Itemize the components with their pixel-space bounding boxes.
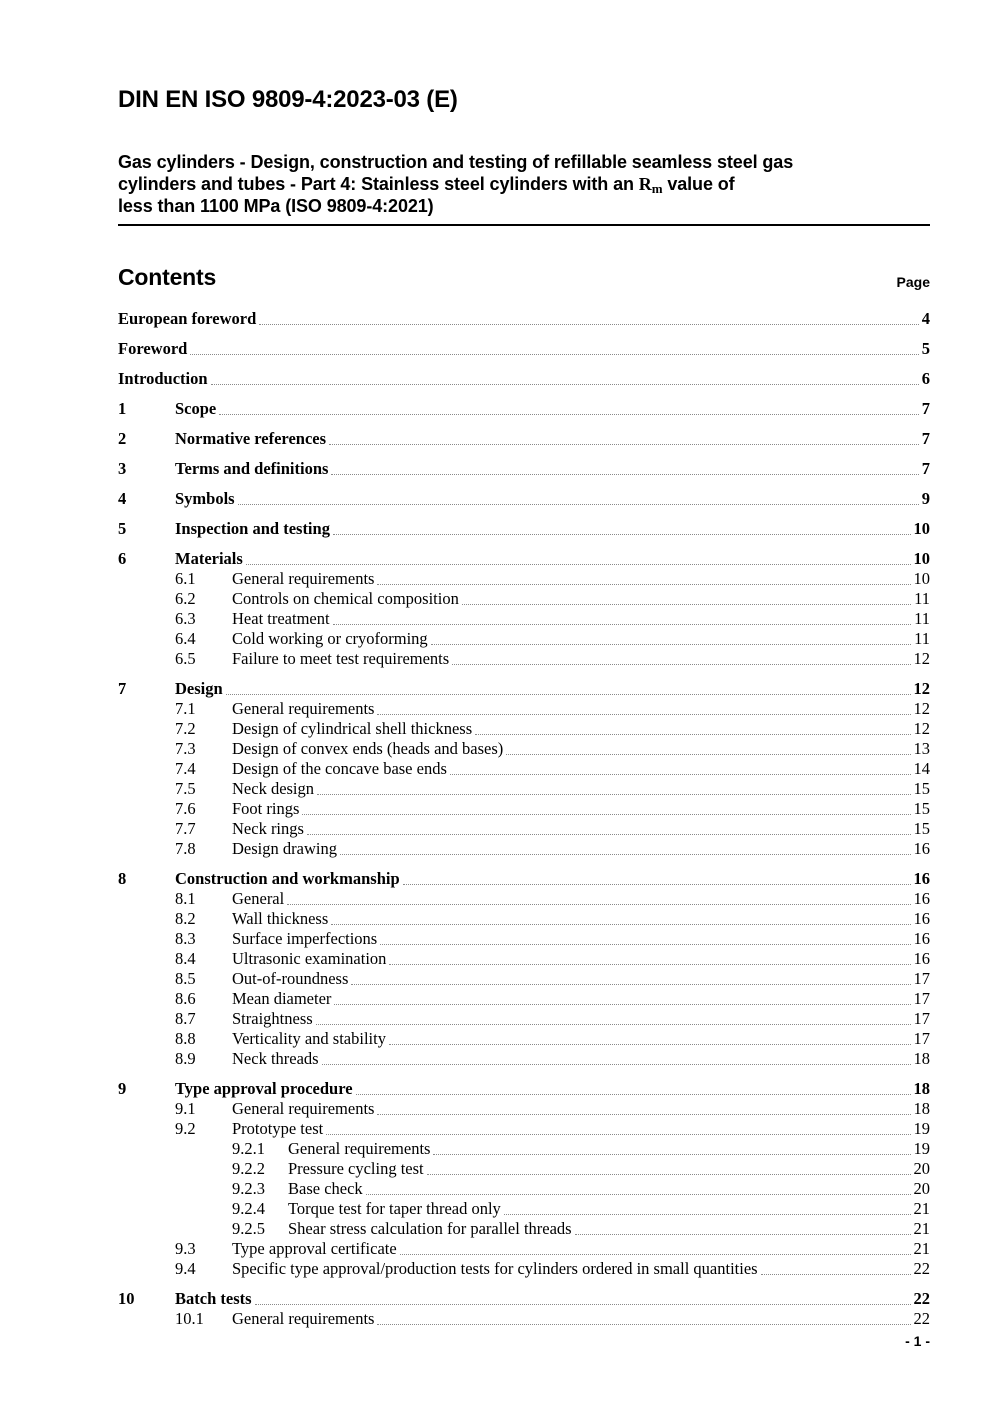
toc-entry-number: 7.4 [175, 759, 196, 778]
toc-entry[interactable] [118, 1049, 930, 1069]
toc-entry-page: 10 [913, 519, 930, 538]
toc-entry[interactable] [118, 719, 930, 739]
contents-heading: Contents [118, 264, 217, 290]
toc-entry-title: Prototype test [232, 1119, 324, 1138]
toc-entry-number: 8 [118, 869, 127, 888]
toc-leader-dots [433, 1154, 910, 1155]
toc-entry-number: 7.7 [175, 819, 196, 838]
toc-entry-title: Surface imperfections [232, 929, 378, 948]
toc-entry[interactable] [118, 369, 930, 389]
toc-entry-page: 11 [914, 609, 930, 628]
toc-leader-dots [377, 714, 910, 715]
toc-entry[interactable] [118, 699, 930, 719]
toc-entry-title: Neck rings [232, 819, 304, 838]
toc-leader-dots [462, 604, 911, 605]
toc-entry-number: 7.2 [175, 719, 196, 738]
toc-entry-title: Controls on chemical composition [232, 589, 459, 608]
toc-entry[interactable] [118, 1309, 930, 1329]
document-title-line3: less than 1100 MPa (ISO 9809-4:2021) [118, 196, 434, 216]
toc-entry-page: 19 [913, 1119, 930, 1138]
toc-entry-title: Foot rings [232, 799, 300, 818]
toc-entry[interactable] [118, 949, 930, 969]
toc-entry-title: Symbols [175, 489, 235, 508]
toc-entry[interactable] [118, 399, 930, 419]
toc-leader-dots [761, 1274, 911, 1275]
toc-leader-dots [356, 1094, 911, 1095]
toc-entry[interactable] [118, 739, 930, 759]
toc-entry[interactable] [118, 1199, 930, 1219]
toc-list [118, 299, 930, 1329]
toc-entry-page: 21 [913, 1219, 930, 1238]
toc-entry[interactable] [118, 1079, 930, 1099]
toc-entry-number: 8.3 [175, 929, 196, 948]
toc-entry[interactable] [118, 989, 930, 1009]
toc-leader-dots [226, 694, 911, 695]
toc-entry[interactable] [118, 1289, 930, 1309]
toc-entry-title: Specific type approval/production tests for cylinders ordered in small quantities [232, 1259, 758, 1278]
toc-entry-page: 16 [913, 889, 930, 908]
toc-leader-dots [190, 354, 918, 355]
toc-entry-number: 8.2 [175, 909, 196, 928]
toc-leader-dots [400, 1254, 911, 1255]
toc-entry[interactable] [118, 889, 930, 909]
toc-entry[interactable] [118, 1219, 930, 1239]
toc-entry-number: 8.8 [175, 1029, 196, 1048]
toc-entry[interactable] [118, 1139, 930, 1159]
toc-entry-title: Heat treatment [232, 609, 330, 628]
toc-entry-page: 18 [913, 1079, 930, 1098]
toc-entry[interactable] [118, 429, 930, 449]
toc-entry-title: Ultrasonic examination [232, 949, 387, 968]
toc-entry-page: 14 [913, 759, 930, 778]
toc-leader-dots [340, 854, 911, 855]
toc-entry-page: 16 [913, 949, 930, 968]
toc-entry-page: 6 [921, 369, 930, 388]
toc-entry[interactable] [118, 779, 930, 799]
toc-entry[interactable] [118, 1029, 930, 1049]
toc-entry-page: 17 [913, 1029, 930, 1048]
toc-leader-dots [302, 814, 910, 815]
toc-entry-title: General requirements [232, 569, 375, 588]
toc-entry-page: 22 [913, 1259, 930, 1278]
toc-entry-number: 7.6 [175, 799, 196, 818]
toc-leader-dots [331, 474, 918, 475]
toc-leader-dots [316, 1024, 911, 1025]
toc-entry-title: Design drawing [232, 839, 337, 858]
toc-entry-number: 9.2.4 [232, 1199, 265, 1218]
toc-leader-dots [351, 984, 910, 985]
toc-entry-page: 15 [913, 779, 930, 798]
toc-leader-dots [219, 414, 919, 415]
toc-entry[interactable] [118, 1099, 930, 1119]
toc-entry-title: European foreword [118, 309, 257, 328]
toc-entry-number: 9.2.2 [232, 1159, 265, 1178]
toc-leader-dots [380, 944, 910, 945]
toc-leader-dots [504, 1214, 911, 1215]
toc-entry-page: 22 [913, 1309, 930, 1328]
toc-entry[interactable] [118, 909, 930, 929]
toc-entry[interactable] [118, 679, 930, 699]
toc-entry-title: Materials [175, 549, 243, 568]
toc-entry-number: 3 [118, 459, 127, 478]
toc-entry-title: Design of cylindrical shell thickness [232, 719, 473, 738]
document-title-line1: Gas cylinders - Design, construction and testing of refillable seamless steel gas [118, 152, 794, 172]
toc-entry[interactable] [118, 569, 930, 589]
toc-entry-page: 12 [913, 679, 930, 698]
toc-entry-page: 22 [913, 1289, 930, 1308]
toc-leader-dots [317, 794, 910, 795]
toc-leader-dots [307, 834, 911, 835]
toc-entry-page: 4 [921, 309, 930, 328]
toc-entry-number: 5 [118, 519, 127, 538]
toc-leader-dots [506, 754, 910, 755]
toc-entry-number: 8.7 [175, 1009, 196, 1028]
toc-entry[interactable] [118, 649, 930, 669]
toc-entry-page: 11 [914, 589, 930, 608]
toc-entry-title: Batch tests [175, 1289, 252, 1308]
toc-entry-title: Terms and definitions [175, 459, 329, 478]
toc-entry[interactable] [118, 489, 930, 509]
toc-entry-page: 20 [913, 1179, 930, 1198]
toc-entry-number: 7 [118, 679, 127, 698]
toc-entry-page: 13 [913, 739, 930, 758]
toc-entry-title: Neck threads [232, 1049, 319, 1068]
toc-leader-dots [334, 1004, 910, 1005]
toc-entry-title: Design of the concave base ends [232, 759, 447, 778]
toc-entry-number: 6.2 [175, 589, 196, 608]
toc-leader-dots [211, 384, 919, 385]
toc-entry-title: Out-of-roundness [232, 969, 349, 988]
toc-entry-title: General requirements [232, 1309, 375, 1328]
toc-entry-number: 8.6 [175, 989, 196, 1008]
toc-leader-dots [366, 1194, 911, 1195]
toc-entry-page: 17 [913, 1009, 930, 1028]
toc-entry[interactable] [118, 1239, 930, 1259]
toc-entry-page: 18 [913, 1099, 930, 1118]
toc-leader-dots [431, 644, 911, 645]
toc-entry-title: Construction and workmanship [175, 869, 400, 888]
toc-leader-dots [377, 1324, 910, 1325]
toc-entry[interactable] [118, 1179, 930, 1199]
toc-leader-dots [238, 504, 919, 505]
rm-symbol: $R_m$ [638, 174, 663, 196]
toc-entry-title: Pressure cycling test [288, 1159, 424, 1178]
toc-leader-dots [377, 1114, 910, 1115]
toc-entry-number: 7.3 [175, 739, 196, 758]
toc-entry[interactable] [118, 519, 930, 539]
toc-leader-dots [331, 924, 910, 925]
toc-entry-title: Neck design [232, 779, 315, 798]
toc-entry-page: 16 [913, 839, 930, 858]
toc-entry-number: 6 [118, 549, 127, 568]
toc-entry-number: 7.8 [175, 839, 196, 858]
toc-entry-number: 1 [118, 399, 127, 418]
toc-entry-number: 6.5 [175, 649, 196, 668]
toc-entry-page: 21 [913, 1199, 930, 1218]
toc-entry-number: 9.1 [175, 1099, 196, 1118]
toc-leader-dots [475, 734, 910, 735]
toc-entry-page: 11 [914, 629, 930, 648]
toc-entry-page: 17 [913, 969, 930, 988]
toc-entry-page: 19 [913, 1139, 930, 1158]
toc-entry-title: Normative references [175, 429, 327, 448]
toc-entry[interactable] [118, 1159, 930, 1179]
toc-entry[interactable] [118, 929, 930, 949]
toc-entry-title: Wall thickness [232, 909, 329, 928]
toc-entry-title: Shear stress calculation for parallel threads [288, 1219, 572, 1238]
document-title-line2-post: value of [662, 174, 735, 194]
toc-leader-dots [575, 1234, 911, 1235]
toc-entry-number: 4 [118, 489, 127, 508]
toc-entry[interactable] [118, 589, 930, 609]
toc-entry-title: Foreword [118, 339, 188, 358]
toc-leader-dots [377, 584, 910, 585]
toc-entry[interactable] [118, 1119, 930, 1139]
toc-leader-dots [333, 624, 912, 625]
toc-entry-number: 10 [118, 1289, 135, 1308]
toc-entry-page: 21 [913, 1239, 930, 1258]
page-column-label: Page [896, 274, 930, 290]
document-title-line2-pre: cylinders and tubes - Part 4: Stainless steel cylinders with an [118, 174, 639, 194]
toc-entry-page: 7 [921, 399, 930, 418]
toc-leader-dots [427, 1174, 911, 1175]
toc-entry-number: 10.1 [175, 1309, 204, 1328]
rm-subscript: m [651, 181, 663, 196]
toc-leader-dots [246, 564, 911, 565]
toc-entry[interactable] [118, 459, 930, 479]
toc-entry-page: 9 [921, 489, 930, 508]
toc-entry-title: Base check [288, 1179, 363, 1198]
toc-entry[interactable] [118, 1259, 930, 1279]
toc-entry[interactable] [118, 869, 930, 889]
toc-leader-dots [259, 324, 918, 325]
toc-entry-number: 8.1 [175, 889, 196, 908]
toc-entry-page: 16 [913, 929, 930, 948]
toc-entry-title: General requirements [232, 1099, 375, 1118]
toc-leader-dots [389, 1044, 911, 1045]
toc-leader-dots [255, 1304, 911, 1305]
toc-entry-page: 5 [921, 339, 930, 358]
toc-entry-number: 9.2.3 [232, 1179, 265, 1198]
toc-leader-dots [333, 534, 911, 535]
toc-entry-number: 9.2 [175, 1119, 196, 1138]
toc-entry-title: Failure to meet test requirements [232, 649, 450, 668]
toc-entry-title: Inspection and testing [175, 519, 330, 538]
toc-entry-title: General requirements [232, 699, 375, 718]
toc-leader-dots [326, 1134, 910, 1135]
toc-leader-dots [452, 664, 910, 665]
toc-entry-page: 16 [913, 909, 930, 928]
contents-header [118, 264, 930, 291]
toc-entry-title: General [232, 889, 285, 908]
toc-leader-dots [322, 1064, 911, 1065]
toc-entry-page: 17 [913, 989, 930, 1008]
toc-entry[interactable] [118, 629, 930, 649]
toc-leader-dots [389, 964, 910, 965]
toc-entry-page: 20 [913, 1159, 930, 1178]
toc-entry-number: 9.4 [175, 1259, 196, 1278]
toc-entry[interactable] [118, 969, 930, 989]
toc-entry-title: Torque test for taper thread only [288, 1199, 501, 1218]
toc-entry-page: 7 [921, 429, 930, 448]
toc-entry[interactable] [118, 609, 930, 629]
document-title [118, 151, 930, 226]
toc-entry-number: 6.4 [175, 629, 196, 648]
toc-leader-dots [450, 774, 911, 775]
toc-entry-number: 2 [118, 429, 127, 448]
toc-entry-page: 12 [913, 699, 930, 718]
toc-entry-number: 9.3 [175, 1239, 196, 1258]
toc-entry-number: 9.2.1 [232, 1139, 265, 1158]
toc-entry-page: 16 [913, 869, 930, 888]
toc-entry-title: Design [175, 679, 223, 698]
toc-leader-dots [287, 904, 910, 905]
toc-entry-page: 10 [913, 549, 930, 568]
toc-entry[interactable] [118, 759, 930, 779]
toc-entry-page: 15 [913, 819, 930, 838]
toc-entry[interactable] [118, 799, 930, 819]
toc-entry-title: Design of convex ends (heads and bases) [232, 739, 504, 758]
toc-entry-page: 18 [913, 1049, 930, 1068]
toc-entry-number: 7.5 [175, 779, 196, 798]
page-number-footer: - 1 - [905, 1333, 930, 1349]
toc-entry-title: Cold working or cryoforming [232, 629, 428, 648]
toc-entry-number: 8.9 [175, 1049, 196, 1068]
toc-entry-page: 12 [913, 719, 930, 738]
toc-entry-number: 8.5 [175, 969, 196, 988]
toc-entry-title: Type approval procedure [175, 1079, 353, 1098]
toc-entry-number: 9 [118, 1079, 127, 1098]
toc-entry-page: 12 [913, 649, 930, 668]
toc-entry[interactable] [118, 339, 930, 359]
toc-entry-number: 6.1 [175, 569, 196, 588]
toc-entry-page: 15 [913, 799, 930, 818]
toc-entry-title: Type approval certificate [232, 1239, 397, 1258]
toc-entry-title: Mean diameter [232, 989, 332, 1008]
toc-entry[interactable] [118, 839, 930, 859]
toc-leader-dots [403, 884, 911, 885]
toc-entry-number: 6.3 [175, 609, 196, 628]
toc-entry[interactable] [118, 549, 930, 569]
toc-entry[interactable] [118, 309, 930, 329]
toc-entry-title: General requirements [288, 1139, 431, 1158]
toc-entry-number: 9.2.5 [232, 1219, 265, 1238]
toc-entry-page: 7 [921, 459, 930, 478]
toc-entry-title: Verticality and stability [232, 1029, 386, 1048]
toc-entry-page: 10 [913, 569, 930, 588]
toc-entry-title: Scope [175, 399, 217, 418]
toc-leader-dots [329, 444, 919, 445]
toc-entry[interactable] [118, 1009, 930, 1029]
toc-entry-title: Introduction [118, 369, 208, 388]
document-code: DIN EN ISO 9809-4:2023-03 (E) [118, 86, 458, 113]
toc-entry-number: 8.4 [175, 949, 196, 968]
toc-entry[interactable] [118, 819, 930, 839]
toc-entry-number: 7.1 [175, 699, 196, 718]
toc-entry-title: Straightness [232, 1009, 313, 1028]
